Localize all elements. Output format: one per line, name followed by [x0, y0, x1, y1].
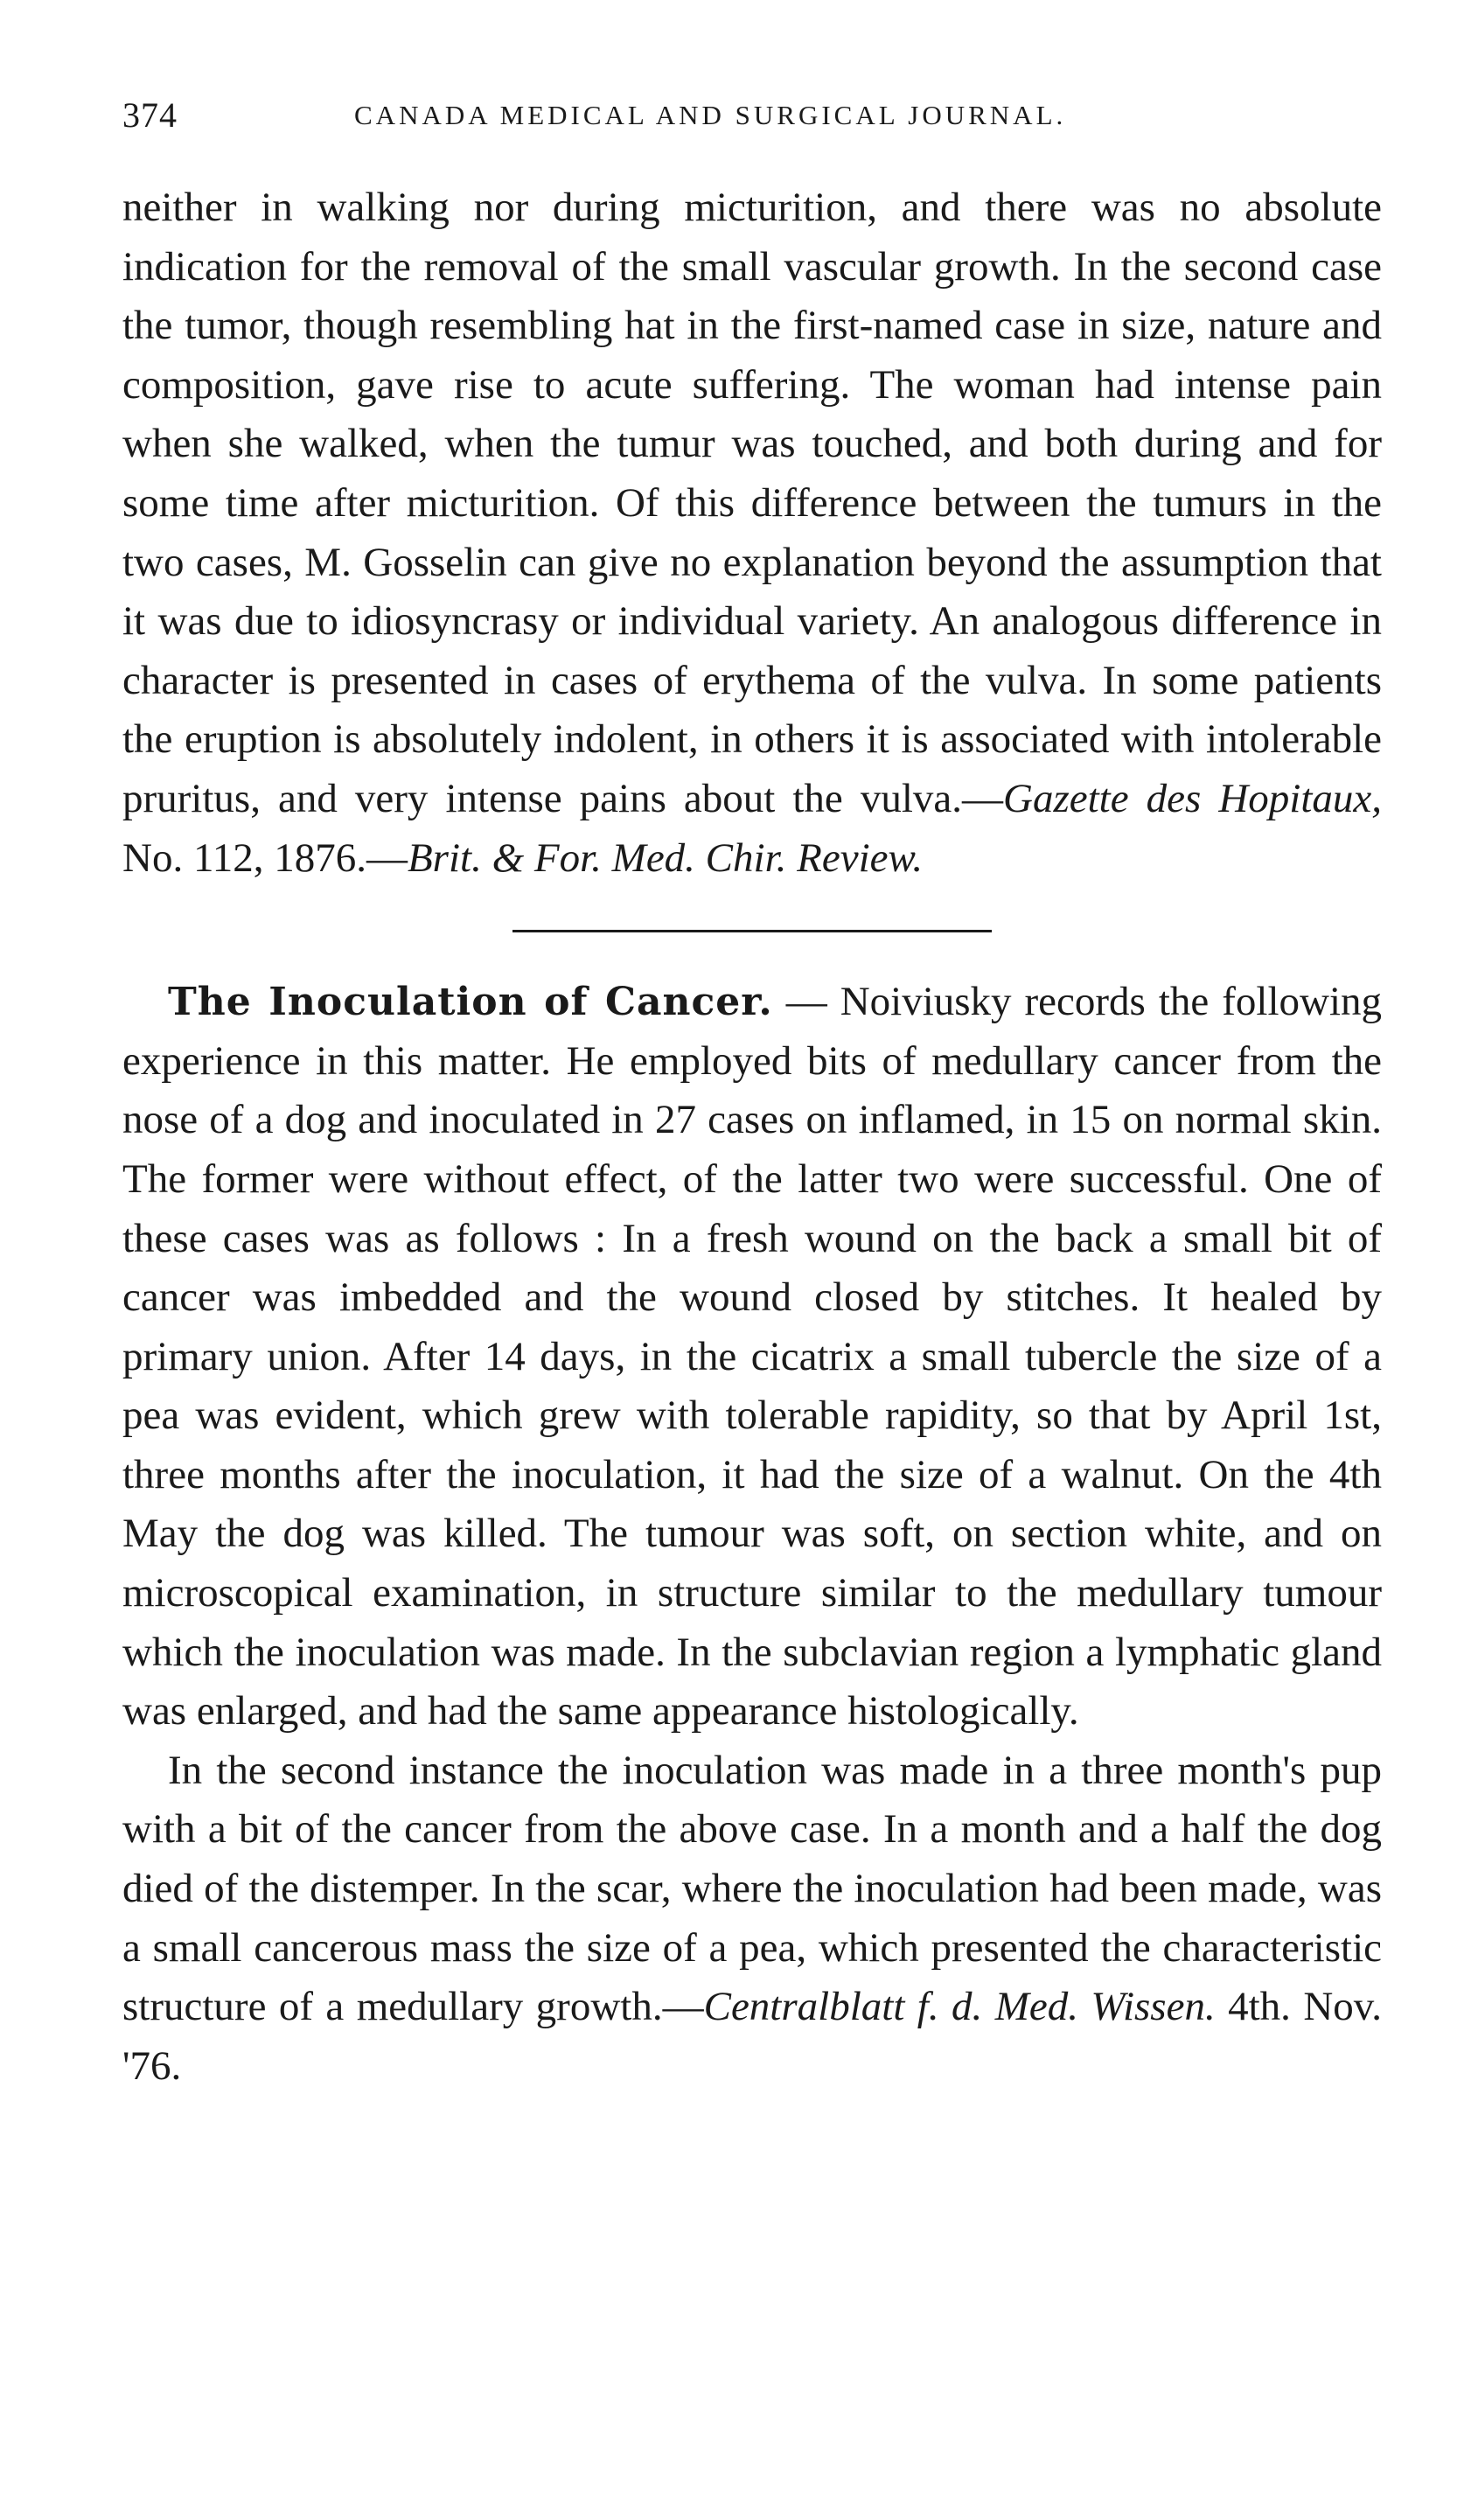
page-number: 374 [122, 95, 178, 135]
journal-title: CANADA MEDICAL AND SURGICAL JOURNAL. [354, 100, 1067, 130]
citation-review: Brit. & For. Med. Chir. Review. [407, 834, 924, 881]
article-1-paragraph [122, 178, 1382, 888]
page-content [122, 94, 1382, 2096]
article-2-paragraph-2-text: In the second instance the inoculation was made in a three month's pup with a bit of the cancer from the above case. In a month and a half the dog died of the distemper. In the scar, where the inoculation had been made, was a small cancerous mass the size of a pea, which presented the characteristic structure of a medullary growth.— [122, 1747, 1382, 2030]
section-title: The Inoculation of Cancer. [168, 980, 773, 1025]
article-2-paragraph-1 [122, 973, 1382, 1742]
article-2-paragraph-1-text: — Noiviusky records the following experience in this matter. He employed bits of medullary cancer from the nose of a dog and inoculated in 27 cases on inflamed, in 15 on normal skin. The former were without effect, of the latter two were successful. One of these cases was as follows : In a fresh wound on the back a small bit of cancer was imbedded and the wound closed by stitches. It healed by primary union. After 14 days, in the cicatrix a small tubercle the size of a pea was evident, which grew with tolerable rapidity, so that by April 1st, three months after the inoculation, it had the size of a walnut. On the 4th May the dog was killed. The tumour was soft, on section white, and on microscopical examination, in structure similar to the medullary tumour which the inoculation was made. In the subclavian region a lymphatic gland was enlarged, and had the same appearance histologically. [122, 979, 1382, 1735]
running-head [122, 94, 1382, 147]
citation-date: 4th. Nov. '76. [122, 1984, 1382, 2089]
article-2-paragraph-2 [122, 1742, 1382, 2097]
section-divider [512, 930, 992, 932]
article-1-text: neither in walking nor during micturition, and there was no absolute indication for the removal of the small vascular growth. In the second case the tumor, though resembling hat in the first-named case in size, nature and composition, gave rise to acute suffering. The woman had intense pain when she walked, when the tumur was touched, and both during and for some time after micturition. Of this difference between the tumurs in the two cases, M. Gosselin can give no explanation beyond the assumption that it was due to idiosyncrasy or individual variety. An analogous difference in character is presented in cases of erythema of the vulva. In some patients the eruption is absolutely indolent, in others it is associated with intolerable pruritus, and very intense pains about the vulva.— [122, 185, 1382, 821]
citation-centralblatt: Centralblatt f. d. Med. Wissen. [703, 1984, 1216, 2030]
citation-gazette: Gazette des Hopitaux, [1003, 775, 1382, 821]
article-body [122, 178, 1382, 2096]
citation-issue: No. 112, 1876.— [122, 834, 408, 881]
